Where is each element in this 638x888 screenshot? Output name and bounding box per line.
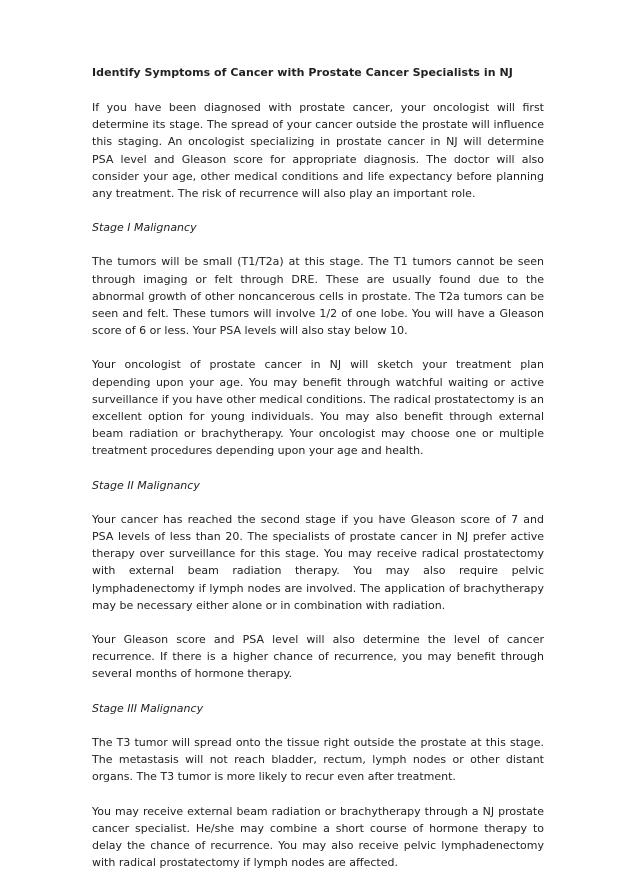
paragraph-stage-2-recurrence: Your Gleason score and PSA level will also determine the level of cancer recurrence. If there is a higher chance of recurrence, you may benefit through several months of hormone therapy. — [92, 633, 544, 681]
paragraph-stage-2-description: Your cancer has reached the second stage if you have Gleason score of 7 and PSA levels of less than 20. The specialists of prostate cancer in NJ prefer active therapy over surveillance for this stage. You may receive radical prostatectomy with external beam radiation therapy. You may also require pelvic lymphadenectomy if lymph nodes are involved. The application of brachytherapy may be necessary either alone or in combination with radiation. — [92, 512, 544, 612]
paragraph-stage-3-description: The T3 tumor will spread onto the tissue right outside the prostate at this stage. The metastasis will not reach bladder, rectum, lymph nodes or other distant organs. The T3 tumor is more likely to recur even after treatment. — [92, 735, 544, 784]
paragraph-intro: If you have been diagnosed with prostate cancer, your oncologist will first determine its stage. The spread of your cancer outside the prostate will influence this staging. An oncologist specializing in prostate cancer in NJ will determine PSA level and Gleason score for appropriate diagnosis. The doctor will also consider your age, other medical conditions and life expectancy before planning any treatment. The risk of recurrence will also play an important role. — [92, 101, 544, 201]
paragraph-stage-3-treatment: You may receive external beam radiation or brachytherapy through a NJ prostate cancer specialist. He/she may combine a short course of hormone therapy to delay the chance of recurrence. You may also receive pelvic lymphadenectomy with radical prostatectomy if lymph nodes are affected. — [92, 804, 544, 870]
paragraph-stage-1-description: The tumors will be small (T1/T2a) at this stage. The T1 tumors cannot be seen through imaging or felt through DRE. These are usually found due to the abnormal growth of other noncancerous cells in prostate. The T2a tumors can be seen and felt. These tumors will involve 1/2 of one lobe. You will have a Gleason score of 6 or less. Your PSA levels will also stay below 10. — [92, 255, 544, 338]
paragraph-stage-1-treatment: Your oncologist of prostate cancer in NJ will sketch your treatment plan depending upon your age. You may benefit through watchful waiting or active surveillance if you have other medical conditions. The radical prostatectomy is an excellent option for young individuals. You may also benefit through external beam radiation or brachytherapy. Your oncologist may choose one or multiple treatment procedures depending upon your age and health. — [92, 358, 544, 458]
section-heading-stage-2: Stage II Malignancy — [92, 478, 200, 492]
document-page — [92, 64, 544, 888]
section-heading-stage-3: Stage III Malignancy — [92, 701, 204, 715]
section-heading-stage-1: Stage I Malignancy — [92, 221, 197, 235]
document-title: Identify Symptoms of Cancer with Prostate Cancer Specialists in NJ — [92, 66, 513, 79]
